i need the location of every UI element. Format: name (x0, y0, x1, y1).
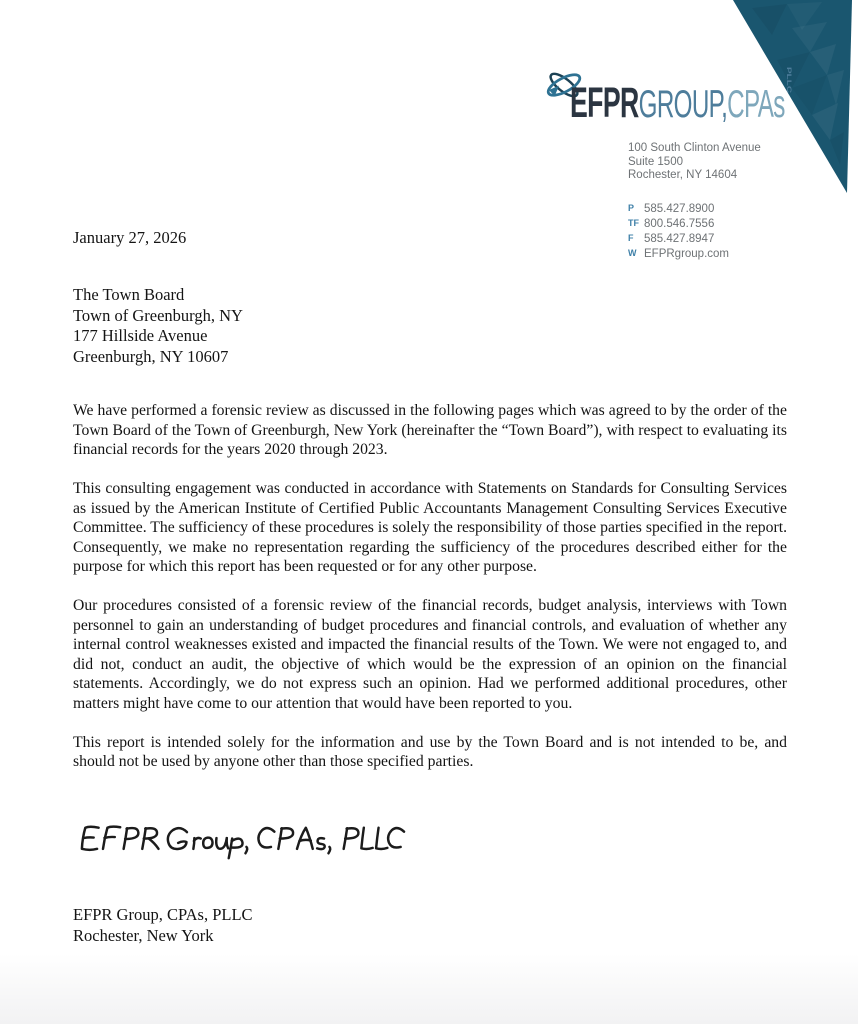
signature-handwriting (75, 819, 409, 863)
address-line: 100 South Clinton Avenue (628, 142, 761, 154)
logo-wordmark (570, 66, 793, 127)
paragraph-standards: This consulting engagement was conducted in accordance with Statements on Standards for Consulting Services as issued by the American Institute of Certified Public Accountants Management Consulting Services Executive Committee. The sufficiency of these procedures is solely the responsibility of those parties specified in the report. Consequently, we make no representation regarding the sufficiency of the procedures described either for the purpose for which this report has been requested or for any other purpose. (73, 480, 787, 575)
tollfree-label: TF (628, 218, 639, 228)
recipient-line: 177 Hillside Avenue (73, 326, 208, 345)
recipient-line: Greenburgh, NY 10607 (73, 346, 229, 366)
website-row (628, 246, 729, 261)
letter-body (73, 401, 787, 791)
efpr-logo (544, 66, 794, 128)
website-value: EFPRgroup.com (644, 248, 730, 260)
logo-efpr: EFPR (570, 79, 639, 127)
recipient-address-block (73, 285, 243, 367)
signoff-firm-name: EFPR Group, CPAs, PLLC (73, 905, 253, 924)
logo-group: GROUP, (638, 83, 728, 126)
letter-date: January 27, 2026 (73, 228, 187, 247)
paragraph-scope: We have performed a forensic review as discussed in the following pages which was agreed to by the order of the Town Board of the Town of Greenburgh, New York (hereinafter the “Town Board”), with respect to evaluating its financial records for the years 2020 through 2023. (73, 402, 787, 458)
tollfree-value: 800.546.7556 (644, 218, 715, 230)
firm-address-block (628, 142, 761, 183)
recipient-line: Town of Greenburgh, NY (73, 305, 243, 325)
paragraph-procedures: Our procedures consisted of a forensic review of the financial records, budget analysis, interviews with Town personnel to gain an understanding of budget procedures and financial controls, and evaluation of whether any internal control weaknesses existed and impacted the financial results of the Town. We were not engaged to, and did not, conduct an audit, the objective of which would be the expression of an opinion on the financial statements. Accordingly, we do not express such an opinion. Had we performed additional procedures, other matters might have come to our attention that would have been reported to you. (73, 597, 787, 712)
phone-value: 585.427.8900 (644, 203, 715, 215)
fax-label: F (628, 233, 634, 243)
signoff-location: Rochester, New York (73, 926, 214, 945)
address-line: Rochester, NY 14604 (628, 169, 738, 182)
signoff-block (73, 904, 253, 946)
logo-pllc: PLLC (785, 66, 793, 93)
firm-contact-block (628, 201, 729, 261)
fax-row (628, 231, 729, 246)
paragraph-restricted-use: This report is intended solely for the information and use by the Town Board and is not intended to be, and should not be used by anyone other than those specified parties. (73, 733, 787, 770)
website-label: W (628, 248, 637, 258)
page-bottom-shading (0, 954, 858, 1024)
address-line: Suite 1500 (628, 155, 683, 168)
phone-row (628, 201, 729, 216)
fax-value: 585.427.8947 (644, 233, 715, 245)
phone-label: P (628, 203, 635, 213)
logo-cpas: CPAs (727, 83, 785, 126)
recipient-line: The Town Board (73, 285, 185, 304)
tollfree-row (628, 216, 729, 231)
